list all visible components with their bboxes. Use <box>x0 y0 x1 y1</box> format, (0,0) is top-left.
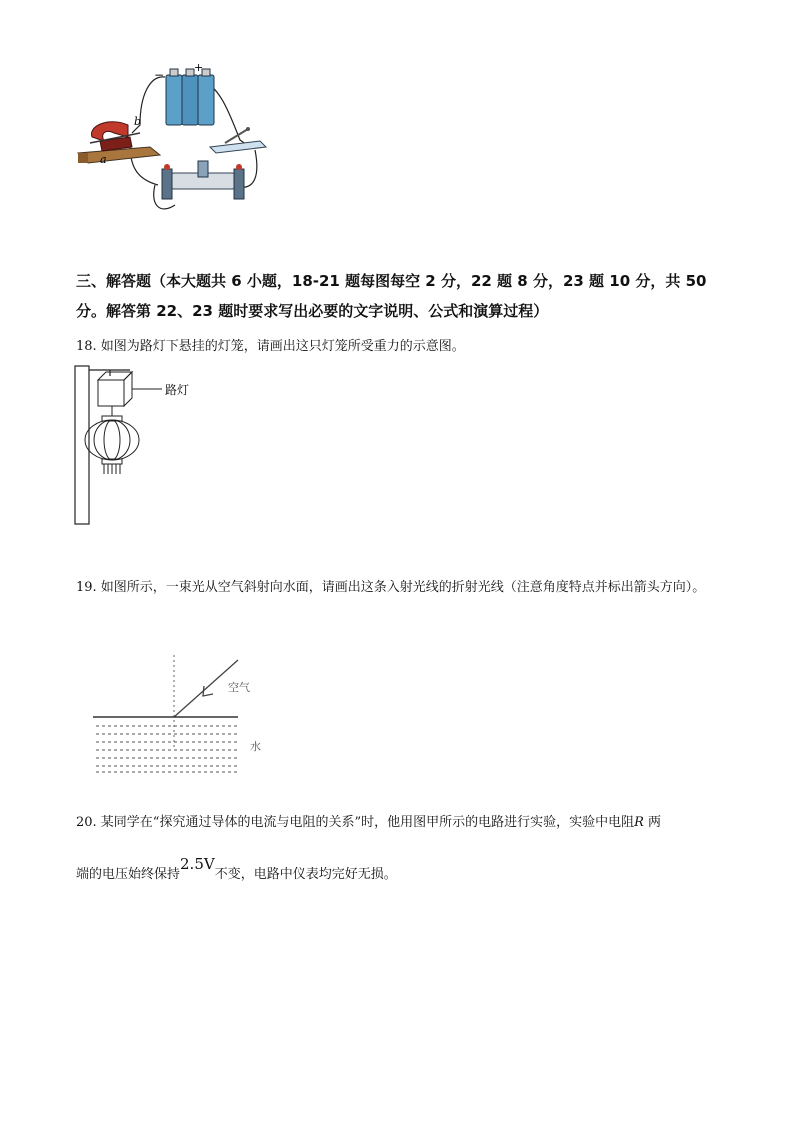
label-a: a <box>100 153 107 166</box>
lantern-figure <box>70 362 220 530</box>
resistor-variable: R <box>634 815 644 830</box>
minus-label: − <box>154 68 165 82</box>
lantern <box>85 416 139 474</box>
question-20-line2-b: 不变，电路中仪表均完好无损。 <box>214 867 397 882</box>
question-19-text: 19. 如图所示，一束光从空气斜射向水面，请画出这条入射光线的折射光线（注意角度特点并标出箭头方向）。 <box>76 580 706 595</box>
switch <box>210 127 266 153</box>
question-20-line2-a: 端的电压始终保持 <box>76 867 181 882</box>
air-label: 空气 <box>228 681 250 694</box>
battery-pack <box>166 69 214 125</box>
street-lamp-label: 路灯 <box>165 383 190 397</box>
magnet-board <box>78 122 160 163</box>
street-lamp-box <box>98 372 132 406</box>
question-20-line2 <box>76 855 397 890</box>
circuit-figure <box>70 55 270 220</box>
question-18-text: 18. 如图为路灯下悬挂的灯笼，请画出这只灯笼所受重力的示意图。 <box>76 339 465 354</box>
rheostat <box>162 161 244 199</box>
water-dashes <box>96 726 238 772</box>
question-20-line1 <box>76 808 726 838</box>
question-20-text-a: 20. 某同学在“探究通过导体的电流与电阻的关系”时，他用图甲所示的电路进行实验，实验中电阻 <box>76 815 635 830</box>
plus-label: + <box>194 61 204 74</box>
label-b: b <box>134 115 142 128</box>
question-20-text-b: 两 <box>643 815 662 830</box>
section-title: 三、解答题（本大题共 6 小题，18-21 题每图每空 2 分，22 题 8 分，23 题 10 分，共 50 分。解答第 22、23 题时要求写出必要的文字说明、公式和演算过程） <box>76 272 707 320</box>
water-label: 水 <box>250 740 261 753</box>
refraction-figure <box>88 650 278 780</box>
voltage-value: 2.5V <box>180 855 215 873</box>
lamp-post <box>75 366 89 524</box>
